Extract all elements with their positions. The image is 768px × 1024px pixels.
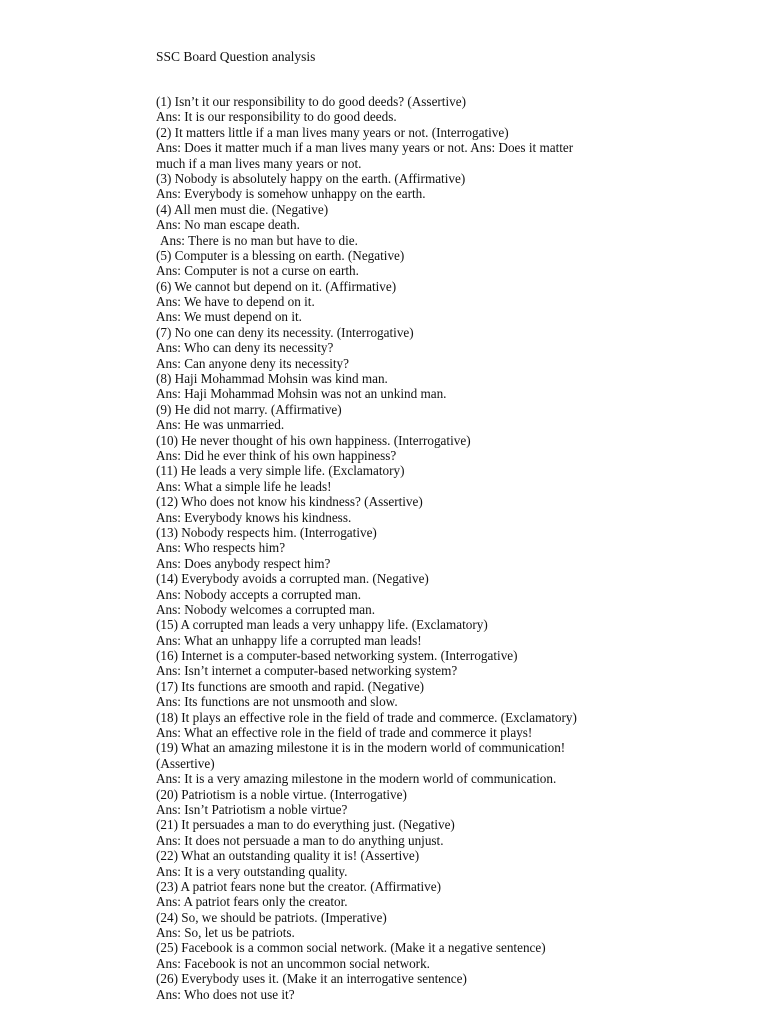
question-line: (26) Everybody uses it. (Make it an interrogative sentence) — [156, 971, 467, 987]
question-line: much if a man lives many years or not. — [156, 155, 362, 171]
question-line: (1) Isn’t it our responsibility to do good deeds? (Assertive) — [156, 94, 466, 109]
question-line: (12) Who does not know his kindness? (Assertive) — [156, 494, 423, 510]
document-body — [156, 94, 756, 1002]
question-line: (6) We cannot but depend on it. (Affirmative) — [156, 278, 397, 294]
answer-line: Ans: It is a very outstanding quality. — [156, 863, 348, 879]
question-line: (19) What an amazing milestone it is in the modern world of communication! — [156, 740, 566, 756]
answer-line: Ans: Nobody accepts a corrupted man. — [156, 586, 362, 602]
answer-line: Ans: Nobody welcomes a corrupted man. — [156, 601, 376, 617]
answer-line: Ans: Computer is not a curse on earth. — [156, 263, 359, 279]
question-line: (13) Nobody respects him. (Interrogative) — [156, 524, 377, 540]
answer-line: Ans: Its functions are not unsmooth and slow. — [156, 694, 398, 710]
answer-line: Ans: No man escape death. — [156, 217, 300, 233]
question-line: (4) All men must die. (Negative) — [156, 201, 329, 217]
answer-line: Ans: Isn’t Patriotism a noble virtue? — [156, 801, 348, 817]
question-line: (3) Nobody is absolutely happy on the earth. (Affirmative) — [156, 170, 466, 186]
answer-line: Ans: Does it matter much if a man lives many years or not. Ans: Does it matter — [156, 140, 574, 156]
answer-line: Ans: We have to depend on it. — [156, 294, 315, 310]
answer-line: Ans: Did he ever think of his own happiness? — [156, 447, 397, 463]
answer-line: Ans: So, let us be patriots. — [156, 925, 295, 941]
question-line: (14) Everybody avoids a corrupted man. (Negative) — [156, 571, 429, 587]
answer-line: Ans: Who can deny its necessity? — [156, 340, 334, 356]
question-line: (20) Patriotism is a noble virtue. (Interrogative) — [156, 786, 407, 802]
answer-line: Ans: What a simple life he leads! — [156, 478, 332, 494]
answer-line: Ans: Who does not use it? — [156, 986, 295, 1002]
answer-line: Ans: Can anyone deny its necessity? — [156, 355, 350, 371]
answer-line: Ans: Facebook is not an uncommon social network. — [156, 955, 430, 971]
question-line: (17) Its functions are smooth and rapid. (Negative) — [156, 678, 425, 694]
question-line: (10) He never thought of his own happiness. (Interrogative) — [156, 432, 471, 448]
question-line: (22) What an outstanding quality it is! (Assertive) — [156, 848, 420, 864]
answer-line: Ans: What an unhappy life a corrupted man leads! — [156, 632, 422, 648]
answer-line: Ans: We must depend on it. — [156, 309, 302, 325]
question-line: (8) Haji Mohammad Mohsin was kind man. — [156, 371, 388, 387]
answer-line: Ans: He was unmarried. — [156, 417, 285, 433]
question-line: (16) Internet is a computer-based networking system. (Interrogative) — [156, 648, 518, 664]
question-line: (7) No one can deny its necessity. (Interrogative) — [156, 324, 414, 340]
answer-line: Ans: There is no man but have to die. — [160, 232, 358, 248]
question-line: (21) It persuades a man to do everything just. (Negative) — [156, 817, 455, 833]
answer-line: Ans: It is our responsibility to do good deeds. — [156, 109, 397, 125]
question-line: (23) A patriot fears none but the creator. (Affirmative) — [156, 878, 442, 894]
answer-line: Ans: What an effective role in the field of trade and commerce it plays! — [156, 725, 533, 741]
answer-line: Ans: Who respects him? — [156, 540, 286, 556]
question-line: (11) He leads a very simple life. (Exclamatory) — [156, 463, 405, 479]
answer-line: Ans: Everybody knows his kindness. — [156, 509, 352, 525]
answer-line: Ans: A patriot fears only the creator. — [156, 894, 348, 910]
answer-line: Ans: It is a very amazing milestone in the modern world of communication. — [156, 771, 557, 787]
answer-line: Ans: Everybody is somehow unhappy on the earth. — [156, 186, 426, 202]
answer-line: Ans: It does not persuade a man to do anything unjust. — [156, 832, 444, 848]
answer-line: Ans: Does anybody respect him? — [156, 555, 331, 571]
question-line: (5) Computer is a blessing on earth. (Negative) — [156, 247, 405, 263]
answer-line: Ans: Haji Mohammad Mohsin was not an unkind man. — [156, 386, 447, 402]
question-line: (24) So, we should be patriots. (Imperative) — [156, 909, 387, 925]
question-line: (25) Facebook is a common social network. (Make it a negative sentence) — [156, 940, 546, 956]
document-title: SSC Board Question analysis — [156, 49, 316, 64]
question-line: (2) It matters little if a man lives many years or not. (Interrogative) — [156, 124, 509, 140]
question-line: (15) A corrupted man leads a very unhappy life. (Exclamatory) — [156, 617, 488, 633]
question-line: (18) It plays an effective role in the field of trade and commerce. (Exclamatory) — [156, 709, 577, 725]
question-line: (9) He did not marry. (Affirmative) — [156, 401, 342, 417]
answer-line: Ans: Isn’t internet a computer-based networking system? — [156, 663, 458, 679]
question-line: (Assertive) — [156, 755, 215, 771]
